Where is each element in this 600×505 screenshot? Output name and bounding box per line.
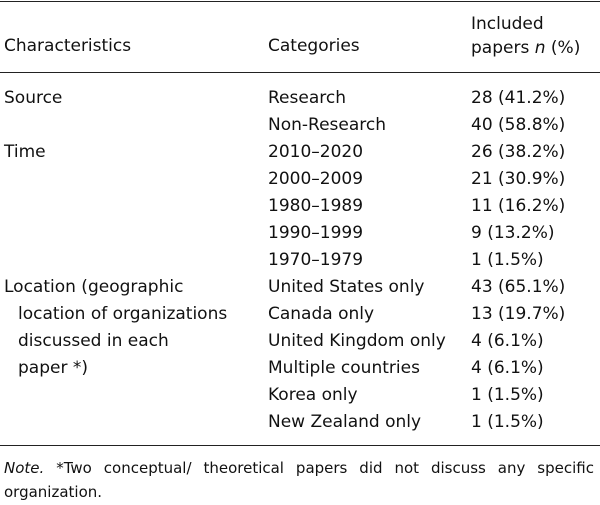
note-text: *Two conceptual/ theoretical papers did not discuss any specific organization. (4, 459, 594, 501)
header-included-papers (471, 12, 599, 60)
top-rule (0, 1, 600, 2)
row-category: 2010–2020 (268, 142, 364, 162)
row-value: 11 (16.2%) (471, 196, 566, 216)
table-row (0, 247, 600, 274)
row-value: 1 (1.5%) (471, 412, 544, 432)
note-label: Note. (4, 459, 45, 477)
row-category: 1970–1979 (268, 250, 364, 270)
header-included-line2-suffix: (%) (545, 38, 581, 58)
table-row (0, 274, 600, 301)
header-rule (0, 72, 600, 73)
row-characteristic: paper *) (18, 358, 88, 378)
table-row (0, 193, 600, 220)
table-row (0, 382, 600, 409)
table-row (0, 139, 600, 166)
row-characteristic: discussed in each (18, 331, 169, 351)
row-value: 21 (30.9%) (471, 169, 566, 189)
table-row (0, 220, 600, 247)
row-value: 26 (38.2%) (471, 142, 566, 162)
table-row (0, 85, 600, 112)
table-note (4, 456, 594, 504)
header-included-line1: Included (471, 14, 544, 34)
row-characteristic: location of organizations (18, 304, 228, 324)
row-characteristic: Source (4, 88, 63, 108)
table-row (0, 409, 600, 436)
table-row (0, 328, 600, 355)
row-category: Multiple countries (268, 358, 420, 378)
table-row (0, 355, 600, 382)
row-category: Canada only (268, 304, 375, 324)
table-row (0, 112, 600, 139)
row-value: 1 (1.5%) (471, 250, 544, 270)
row-value: 1 (1.5%) (471, 385, 544, 405)
row-value: 28 (41.2%) (471, 88, 566, 108)
row-category: Korea only (268, 385, 358, 405)
header-categories: Categories (268, 36, 360, 56)
header-included-line2-prefix: papers (471, 38, 535, 58)
table-row (0, 301, 600, 328)
row-category: 1990–1999 (268, 223, 364, 243)
row-value: 13 (19.7%) (471, 304, 566, 324)
row-value: 40 (58.8%) (471, 115, 566, 135)
header-characteristics: Characteristics (4, 36, 132, 56)
row-value: 4 (6.1%) (471, 331, 544, 351)
row-characteristic: Location (geographic (4, 277, 184, 297)
row-category: United Kingdom only (268, 331, 446, 351)
header-included-line2-n: n (534, 38, 546, 58)
row-category: United States only (268, 277, 425, 297)
row-characteristic: Time (4, 142, 46, 162)
row-category: 1980–1989 (268, 196, 364, 216)
row-category: New Zealand only (268, 412, 422, 432)
row-value: 4 (6.1%) (471, 358, 544, 378)
bottom-rule (0, 445, 600, 446)
row-value: 9 (13.2%) (471, 223, 555, 243)
row-value: 43 (65.1%) (471, 277, 566, 297)
row-category: Non-Research (268, 115, 387, 135)
table-row (0, 166, 600, 193)
row-category: 2000–2009 (268, 169, 364, 189)
row-category: Research (268, 88, 346, 108)
